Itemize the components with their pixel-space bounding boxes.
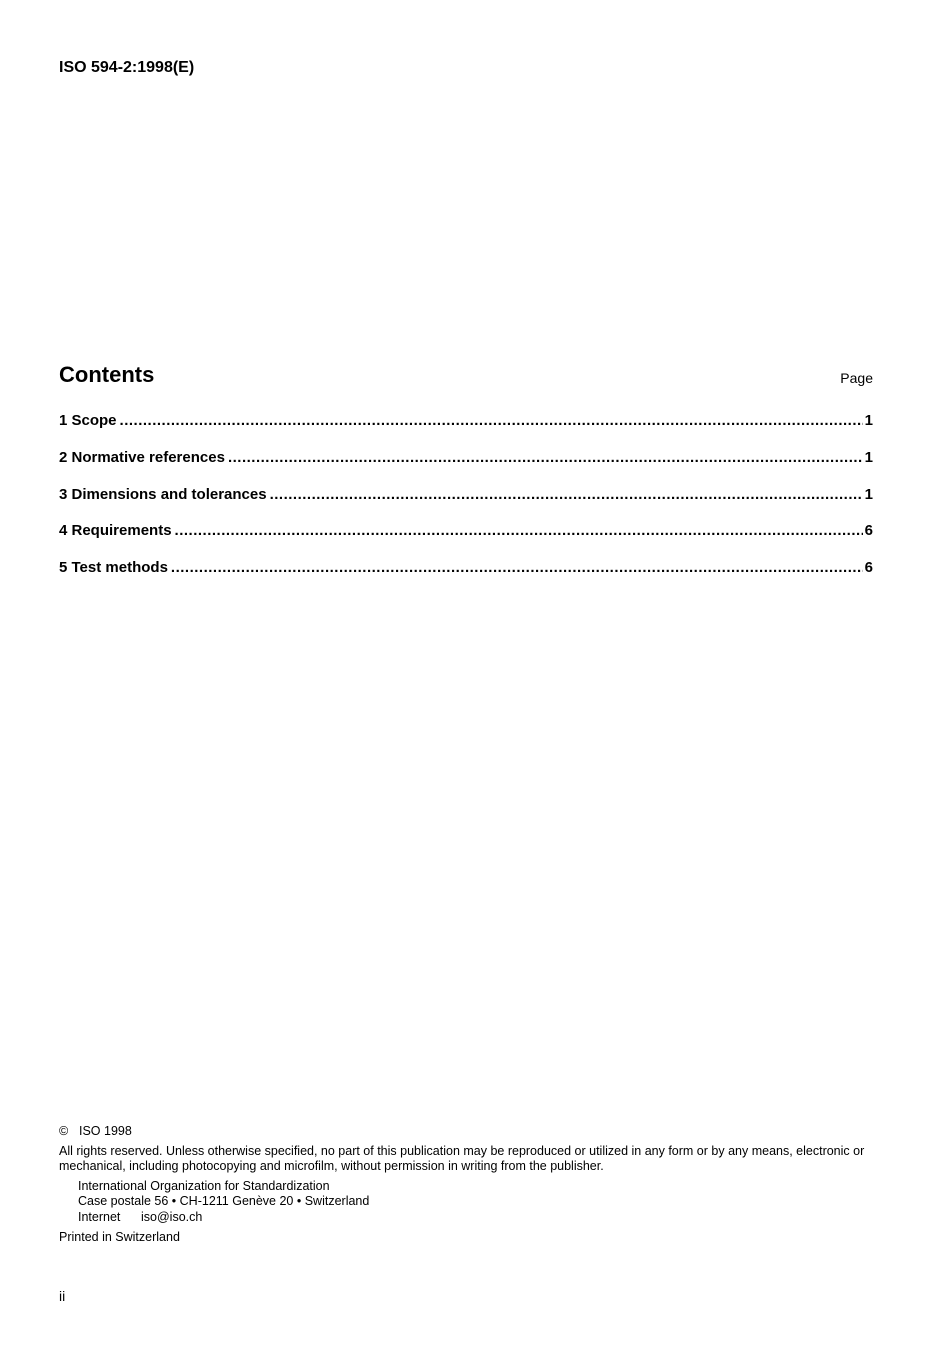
toc-entry-page: 6 xyxy=(864,559,873,577)
toc-entry-page: 1 xyxy=(864,485,873,503)
toc-dot-leader xyxy=(270,486,863,504)
toc-entry-normative-references[interactable] xyxy=(59,449,873,486)
page-number: ii xyxy=(59,1288,66,1304)
printed-in: Printed in Switzerland xyxy=(59,1230,180,1244)
toc-dot-leader xyxy=(228,449,863,467)
toc-entry-title: 3 Dimensions and tolerances xyxy=(59,485,267,503)
toc-dot-leader xyxy=(175,522,863,540)
document-id: ISO 594-2:1998(E) xyxy=(59,59,195,76)
toc-entry-title: 1 Scope xyxy=(59,412,117,429)
internet-line xyxy=(78,1210,875,1226)
copyright-line xyxy=(59,1124,875,1140)
organization-name: International Organization for Standardization xyxy=(78,1178,330,1193)
postal-address: Case postale 56 • CH-1211 Genève 20 • Switzerland xyxy=(78,1194,370,1208)
toc-entry-test-methods[interactable] xyxy=(59,559,873,596)
toc-entry-page: 6 xyxy=(864,522,873,540)
toc-entry-page: 1 xyxy=(864,412,873,429)
toc-entry-title: 5 Test methods xyxy=(59,559,168,577)
publisher-address xyxy=(78,1179,875,1226)
toc-dot-leader xyxy=(171,559,863,577)
toc-entry-requirements[interactable] xyxy=(59,522,873,559)
internet-address: iso@iso.ch xyxy=(141,1209,203,1224)
copyright-footer xyxy=(59,1124,875,1246)
table-of-contents xyxy=(59,412,873,596)
copyright-symbol: © xyxy=(59,1124,69,1138)
toc-entry-title: 2 Normative references xyxy=(59,448,225,466)
toc-entry-dimensions-and-tolerances[interactable] xyxy=(59,486,873,523)
page-column-label: Page xyxy=(840,370,873,386)
contents-heading: Contents xyxy=(59,362,155,387)
toc-entry-scope[interactable] xyxy=(59,412,873,449)
toc-dot-leader xyxy=(120,412,863,430)
toc-entry-page: 1 xyxy=(864,448,873,466)
toc-entry-title: 4 Requirements xyxy=(59,522,172,540)
internet-label: Internet xyxy=(78,1209,121,1224)
copyright-text: ISO 1998 xyxy=(79,1124,132,1138)
rights-statement: All rights reserved. Unless otherwise specified, no part of this publication may be reproduced or utilized in any form or by any means, electronic or mechanical, including photocopying and microfilm, without permission in writing from the publisher. xyxy=(59,1143,865,1173)
